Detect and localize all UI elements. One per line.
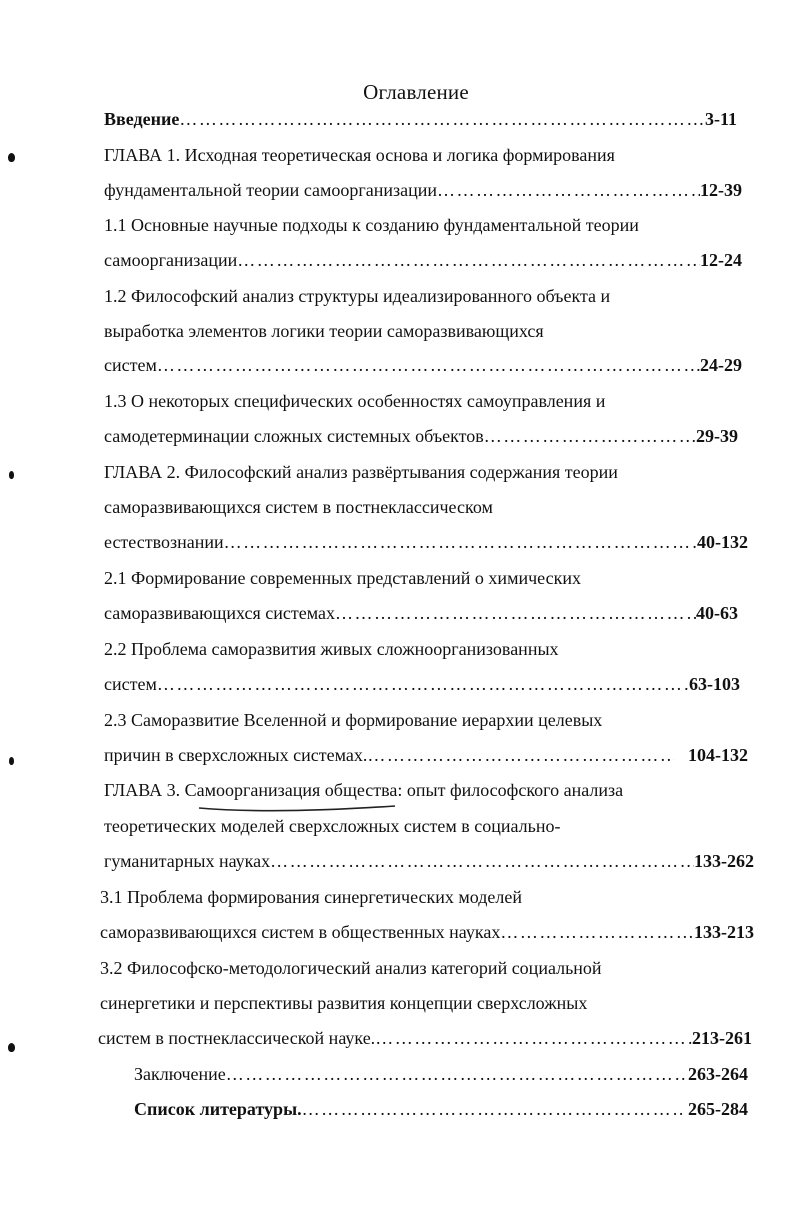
toc-section-2-2-heading: 2.2 Проблема саморазвития живых сложноорганизованных: [104, 639, 559, 659]
toc-entry-text: причин в сверхсложных системах.: [104, 745, 368, 765]
toc-entry-bibliography[interactable]: [134, 1094, 748, 1124]
toc-entry-page: 40-63: [696, 603, 738, 623]
toc-entry-section-3-1[interactable]: [100, 917, 754, 947]
toc-entry-text: Введение: [104, 109, 180, 129]
toc-chapter-2-heading-line2: саморазвивающихся систем в постнеклассическом: [104, 497, 493, 517]
toc-entry-page: 133-262: [694, 851, 754, 871]
toc-section-3-2-heading-line2: синергетики и перспективы развития концепции сверхсложных: [100, 993, 588, 1013]
toc-section-1-2-heading: 1.2 Философский анализ структуры идеализированного объекта и: [104, 286, 611, 306]
toc-entry-text: Заключение: [134, 1064, 226, 1084]
leader-dots: [437, 175, 700, 205]
toc-entry-page: 265-284: [688, 1099, 748, 1119]
leader-dots: [224, 527, 697, 557]
leader-dots: [270, 846, 694, 876]
toc-title: Оглавление: [363, 80, 469, 104]
toc-entry-text: систем: [104, 355, 157, 375]
toc-chapter-1-heading: ГЛАВА 1. Исходная теоретическая основа и логика формирования: [104, 145, 615, 165]
toc-entry-section-1-3[interactable]: [104, 421, 738, 451]
toc-entry-text: саморазвивающихся систем в общественных науках: [100, 922, 501, 942]
toc-entry-page: 213-261: [692, 1028, 752, 1048]
toc-entry-page: 12-24: [700, 250, 742, 270]
toc-entry-section-2-1[interactable]: [104, 598, 738, 628]
leader-dots: [484, 421, 696, 451]
toc-chapter-3-heading-line2: теоретических моделей сверхсложных систем в социально-: [104, 816, 561, 836]
toc-entry-page: 3-11: [704, 109, 737, 129]
leader-dots: [237, 245, 700, 275]
toc-entry-chapter-3[interactable]: [104, 846, 754, 876]
toc-section-1-2-heading-line2: выработка элементов логики теории саморазвивающихся: [104, 321, 544, 341]
toc-section-2-3-heading: 2.3 Саморазвитие Вселенной и формирование иерархии целевых: [104, 710, 603, 730]
toc-section-2-1-heading: 2.1 Формирование современных представлений о химических: [104, 568, 581, 588]
toc-entry-section-1-1[interactable]: [104, 245, 742, 275]
leader-dots: [367, 740, 674, 770]
leader-dots: [179, 104, 705, 134]
toc-entry-text: естествознании: [104, 532, 224, 552]
toc-entry-section-1-2[interactable]: [104, 350, 742, 380]
leader-dots: [157, 669, 689, 699]
toc-section-3-2-heading: 3.2 Философско-методологический анализ категорий социальной: [100, 958, 602, 978]
leader-dots: [226, 1059, 688, 1089]
leader-dots: [302, 1094, 682, 1124]
toc-entry-section-3-2[interactable]: [98, 1023, 752, 1053]
toc-entry-introduction[interactable]: [104, 104, 737, 134]
margin-hole-mark: [8, 153, 15, 162]
toc-entry-page: 24-29: [700, 355, 742, 375]
toc-entry-page: 133-213: [694, 922, 754, 942]
margin-hole-mark: [9, 757, 14, 765]
toc-entry-page: 104-132: [688, 745, 748, 765]
toc-entry-text: систем: [104, 674, 157, 694]
toc-entry-chapter-2[interactable]: [104, 527, 748, 557]
toc-entry-text: фундаментальной теории самоорганизации: [104, 180, 438, 200]
leader-dots: [157, 350, 700, 380]
toc-entry-page: 40-132: [697, 532, 748, 552]
toc-entry-section-2-2[interactable]: [104, 669, 740, 699]
toc-entry-section-2-3[interactable]: [104, 740, 748, 770]
leader-dots: [375, 1023, 692, 1053]
leader-dots: [335, 598, 696, 628]
toc-entry-page: 29-39: [696, 426, 738, 446]
toc-chapter-2-heading: ГЛАВА 2. Философский анализ развёртывания содержания теории: [104, 462, 618, 482]
toc-entry-text: саморазвивающихся системах: [104, 603, 335, 623]
toc-entry-page: 263-264: [688, 1064, 748, 1084]
leader-dots: [500, 917, 694, 947]
toc-entry-text: Список литературы.: [134, 1099, 302, 1119]
toc-entry-chapter-1[interactable]: [104, 175, 742, 205]
toc-entry-text: гуманитарных науках: [104, 851, 271, 871]
toc-entry-text: систем в постнеклассической науке.: [98, 1028, 376, 1048]
toc-entry-conclusion[interactable]: [134, 1059, 748, 1089]
toc-entry-page: 12-39: [700, 180, 742, 200]
toc-entry-text: самоорганизации: [104, 250, 238, 270]
toc-section-3-1-heading: 3.1 Проблема формирования синергетических моделей: [100, 887, 523, 907]
toc-section-1-3-heading: 1.3 О некоторых специфических особенностях самоуправления и: [104, 391, 606, 411]
toc-entry-text: самодетерминации сложных системных объектов: [104, 426, 484, 446]
margin-hole-mark: [9, 471, 14, 479]
toc-section-1-1-heading: 1.1 Основные научные подходы к созданию фундаментальной теории: [104, 215, 639, 235]
margin-hole-mark: [8, 1043, 15, 1052]
toc-chapter-3-heading: ГЛАВА 3. Самоорганизация общества: опыт философского анализа: [104, 780, 624, 800]
toc-entry-page: 63-103: [689, 674, 740, 694]
